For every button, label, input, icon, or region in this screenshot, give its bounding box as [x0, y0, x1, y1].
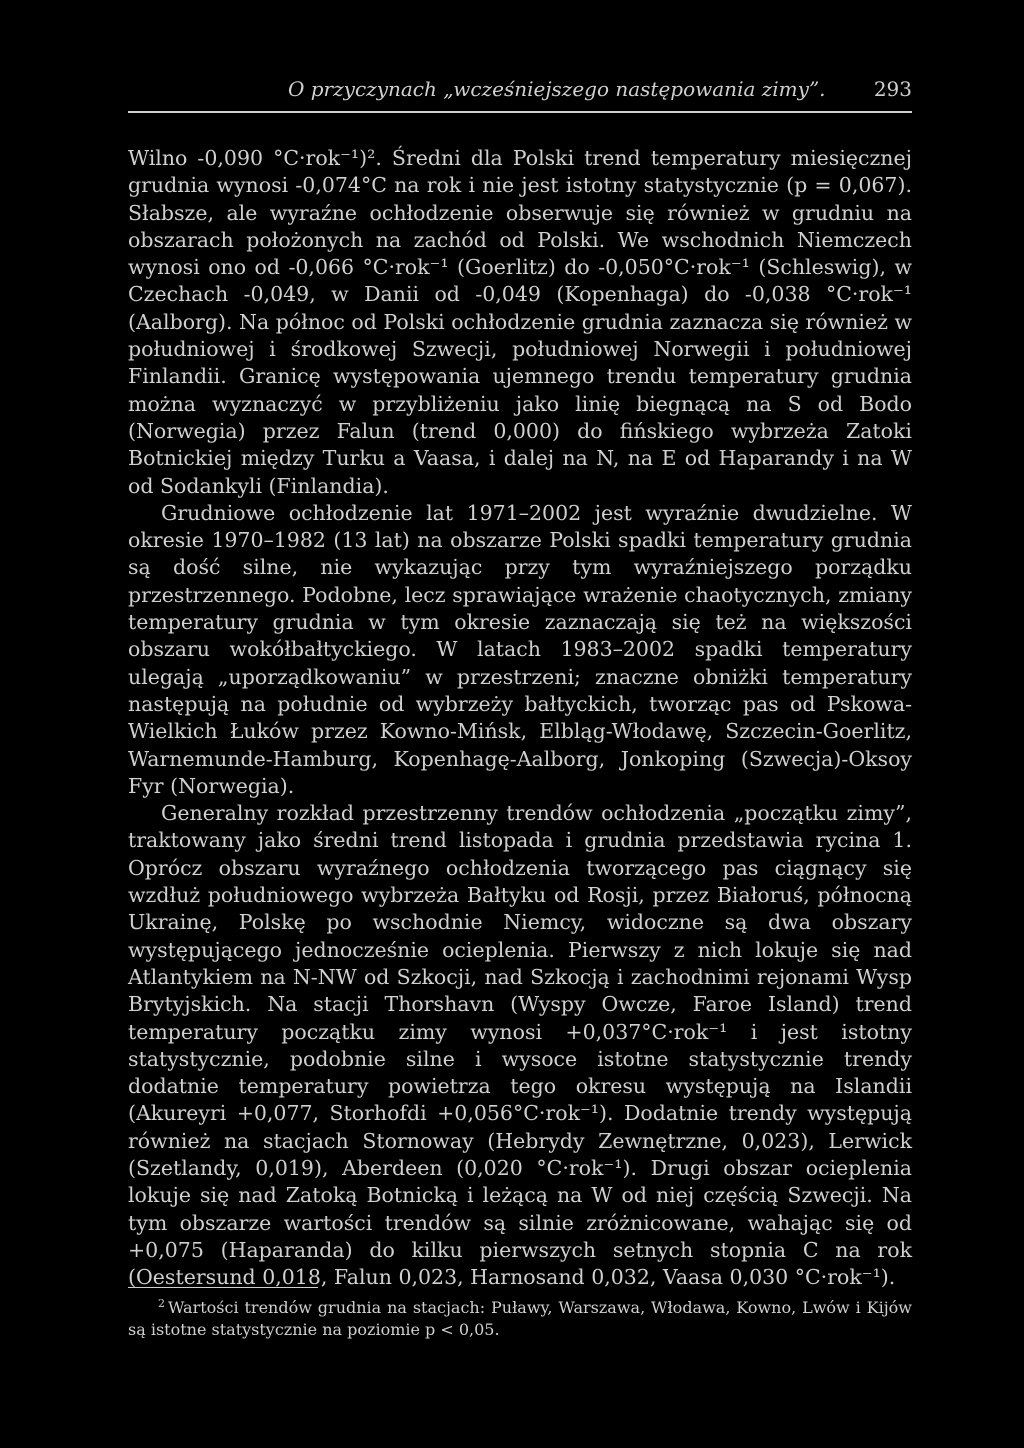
- running-header: [128, 77, 912, 107]
- body-text: [128, 145, 912, 1291]
- footnote-text: Wartości trendów grudnia na stacjach: Puławy, Warszawa, Włodawa, Kowno, Lwów i Kijów są istotne statystycznie na poziomie p < 0,05.: [128, 1298, 912, 1339]
- paragraph-1: Wilno -0,090 °C·rok⁻¹)². Średni dla Polski trend temperatury miesięcznej grudnia wynosi -0,074°C na rok i nie jest istotny statystycznie (p = 0,067). Słabsze, ale wyraźne ochłodzenie obserwuje się również w grudniu na obszarach położonych na zachód od Polski. We wschodnich Niemczech wynosi ono od -0,066 °C·rok⁻¹ (Goerlitz) do -0,050°C·rok⁻¹ (Schleswig), w Czechach -0,049, w Danii od -0,049 (Kopenhaga) do -0,038 °C·rok⁻¹ (Aalborg). Na północ od Polski ochłodzenie grudnia zaznacza się również w południowej i środkowej Szwecji, południowej Norwegii i południowej Finlandii. Granicę występowania ujemnego trendu temperatury grudnia można wyznaczyć w przybliżeniu jako linię biegnącą na S od Bodo (Norwegia) przez Falun (trend 0,000) do fińskiego wybrzeża Zatoki Botnickiej między Turku a Vaasa, i dalej na N, na E od Haparandy i na W od Sodankyli (Finlandia).: [128, 146, 912, 498]
- page-number: 293: [873, 77, 912, 101]
- footnote-mark: 2: [158, 1296, 165, 1310]
- paragraph-2: Grudniowe ochłodzenie lat 1971–2002 jest wyraźnie dwudzielne. W okresie 1970–1982 (13 lat) na obszarze Polski spadki temperatury grudnia są dość silne, nie wykazując przy tym wyraźniejszego porządku przestrzennego. Podobne, lecz sprawiające wrażenie chaotycznych, zmiany temperatury grudnia w tym okresie zaznaczają się też na większości obszaru wokółbałtyckiego. W latach 1983–2002 spadki temperatury ulegają „uporządkowaniu” w przestrzeni; znaczne obniżki temperatury następują na południe od wybrzeży bałtyckich, tworząc pas od Pskowa-Wielkich Łuków przez Kowno-Mińsk, Elbląg-Włodawę, Szczecin-Goerlitz, Warnemunde-Hamburg, Kopenhagę-Aalborg, Jonkoping (Szwecja)-Oksoy Fyr (Norwegia).: [128, 500, 912, 798]
- paragraph-3: Generalny rozkład przestrzenny trendów ochłodzenia „początku zimy”, traktowany jako średni trend listopada i grudnia przedstawia rycina 1. Oprócz obszaru wyraźnego ochłodzenia tworzącego pas ciągnący się wzdłuż południowego wybrzeża Bałtyku od Rosji, przez Białoruś, północną Ukrainę, Polskę po wschodnie Niemcy, widoczne są dwa obszary występującego jednocześnie ocieplenia. Pierwszy z nich lokuje się nad Atlantykiem na N-NW od Szkocji, nad Szkocją i zachodnimi rejonami Wysp Brytyjskich. Na stacji Thorshavn (Wyspy Owcze, Faroe Island) trend temperatury początku zimy wynosi +0,037°C·rok⁻¹ i jest istotny statystycznie, podobnie silne i wysoce istotne statystycznie trendy dodatnie temperatury powietrza tego okresu występują na Islandii (Akureyri +0,077, Storhofdi +0,056°C·rok⁻¹). Dodatnie trendy występują również na stacjach Stornoway (Hebrydy Zewnętrzne, 0,023), Lerwick (Szetlandy, 0,019), Aberdeen (0,020 °C·rok⁻¹). Drugi obszar ocieplenia lokuje się nad Zatoką Botnicką i leżącą na W od niej częścią Szwecji. Na tym obszarze wartości trendów są silnie zróżnicowane, wahając się od +0,075 (Haparanda) do kilku pierwszych setnych stopnia C na rok (Oestersund 0,018, Falun 0,023, Harnosand 0,032, Vaasa 0,030 °C·rok⁻¹).: [128, 801, 912, 1290]
- footnote-rule: [128, 1287, 318, 1288]
- footnote: [128, 1297, 912, 1341]
- running-title: O przyczynach „wcześniejszego następowania zimy”.: [288, 77, 826, 101]
- header-rule: [128, 111, 912, 113]
